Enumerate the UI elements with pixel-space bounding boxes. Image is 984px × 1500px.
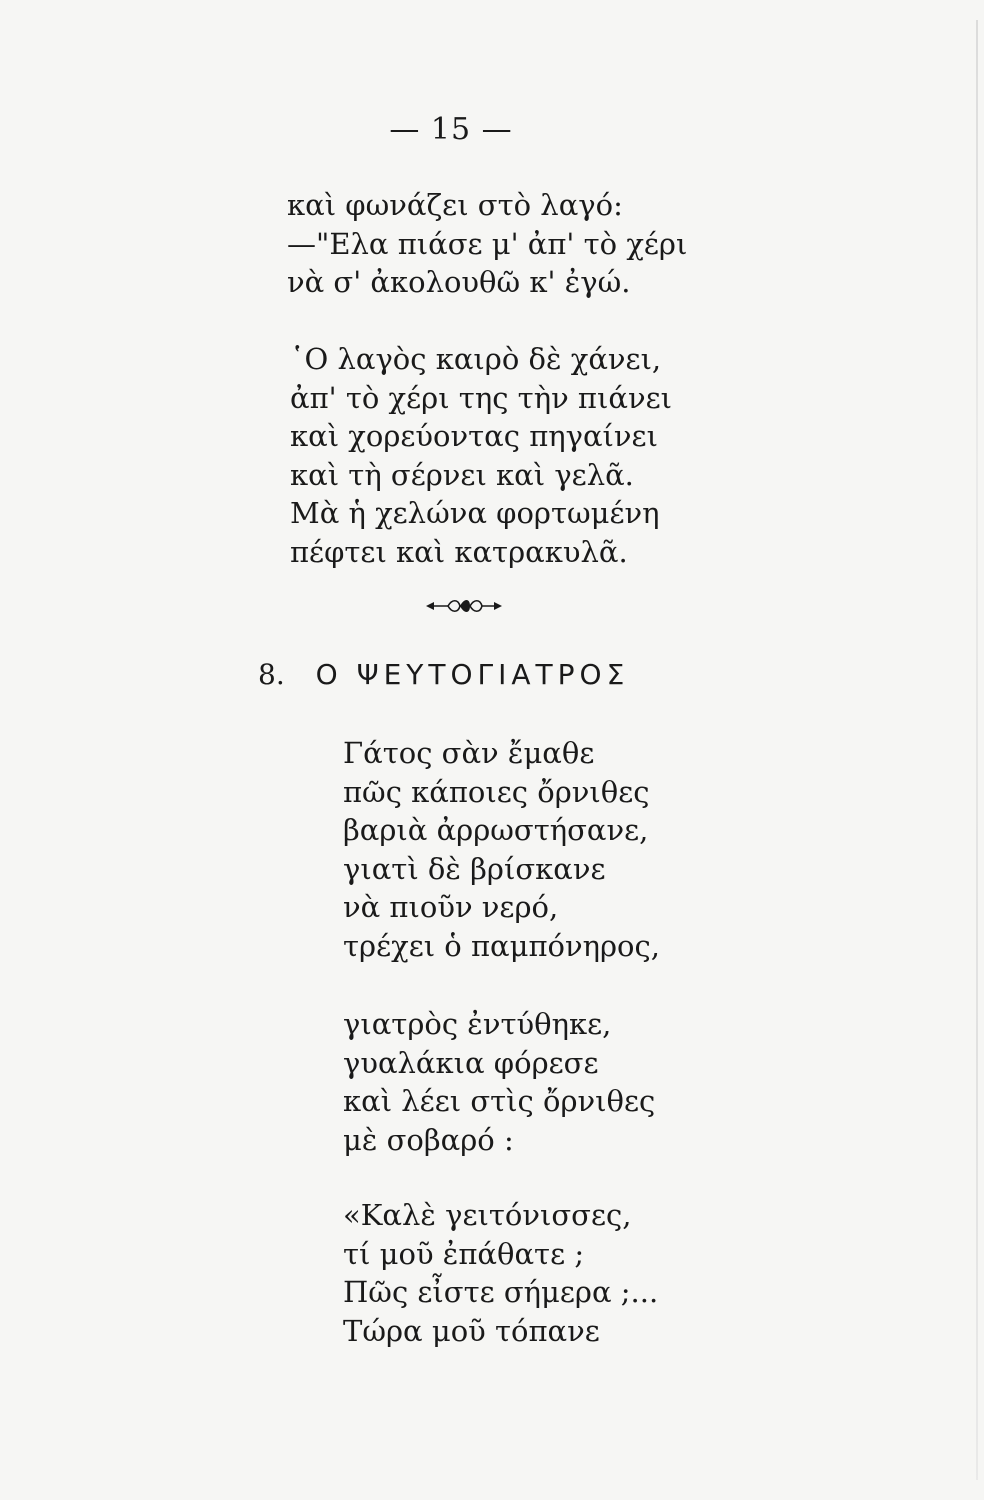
verse-line: «Καλὲ γειτόνισσες, bbox=[343, 1198, 632, 1232]
stanza-2 bbox=[290, 340, 672, 571]
verse-line: νὰ σ' ἀκολουθῶ κ' ἐγώ. bbox=[287, 265, 631, 299]
verse-line: γυαλάκια φόρεσε bbox=[343, 1045, 599, 1080]
verse-line: ῾Ο λαγὸς καιρὸ δὲ χάνει, bbox=[290, 342, 662, 376]
stanza-4 bbox=[343, 1005, 655, 1159]
verse-line: τρέχει ὁ παμπόνηρος, bbox=[343, 928, 660, 963]
page-number: — 15 — bbox=[389, 112, 513, 147]
verse-line: —"Ελα πιάσε μ' ἀπ' τὸ χέρι bbox=[287, 226, 688, 261]
verse-line: γιατὶ δὲ βρίσκανε bbox=[343, 851, 606, 886]
verse-line: καὶ τὴ σέρνει καὶ γελᾶ. bbox=[290, 457, 634, 492]
page-edge-shadow bbox=[976, 20, 978, 1480]
verse-line: πῶς κάποιες ὄρνιθες bbox=[343, 774, 650, 809]
verse-line: γιατρὸς ἐντύθηκε, bbox=[343, 1007, 612, 1041]
verse-line: πέφτει καὶ κατρακυλᾶ. bbox=[290, 534, 628, 569]
verse-line: καὶ χορεύοντας πηγαίνει bbox=[290, 419, 658, 453]
poem-heading bbox=[258, 658, 629, 691]
verse-line: βαριὰ ἀρρωστήσανε, bbox=[343, 813, 649, 847]
verse-line: ἀπ' τὸ χέρι της τὴν πιάνει bbox=[290, 380, 672, 415]
verse-line: Τώρα μοῦ τόπανε bbox=[343, 1313, 600, 1348]
verse-line: τί μοῦ ἐπάθατε ; bbox=[343, 1236, 585, 1271]
stanza-3 bbox=[343, 734, 660, 965]
verse-line: νὰ πιοῦν νερό, bbox=[343, 890, 559, 924]
stanza-1 bbox=[287, 186, 687, 302]
verse-line: Μὰ ἡ χελώνα φορτωμένη bbox=[290, 496, 660, 530]
verse-line: Γάτος σὰν ἔμαθε bbox=[343, 736, 595, 770]
verse-line: καὶ λέει στὶς ὄρνιθες bbox=[343, 1084, 656, 1118]
poem-title: Ο ΨΕΥΤΟΓΙΑΤΡΟΣ bbox=[315, 658, 630, 691]
stanza-5 bbox=[343, 1196, 658, 1350]
fleuron-ornament-icon bbox=[424, 596, 504, 616]
poem-number: 8. bbox=[258, 658, 285, 691]
verse-line: μὲ σοβαρό : bbox=[343, 1122, 514, 1157]
verse-line: καὶ φωνάζει στὸ λαγό: bbox=[287, 188, 623, 222]
verse-line: Πῶς εἶστε σήμερα ;... bbox=[343, 1275, 659, 1309]
